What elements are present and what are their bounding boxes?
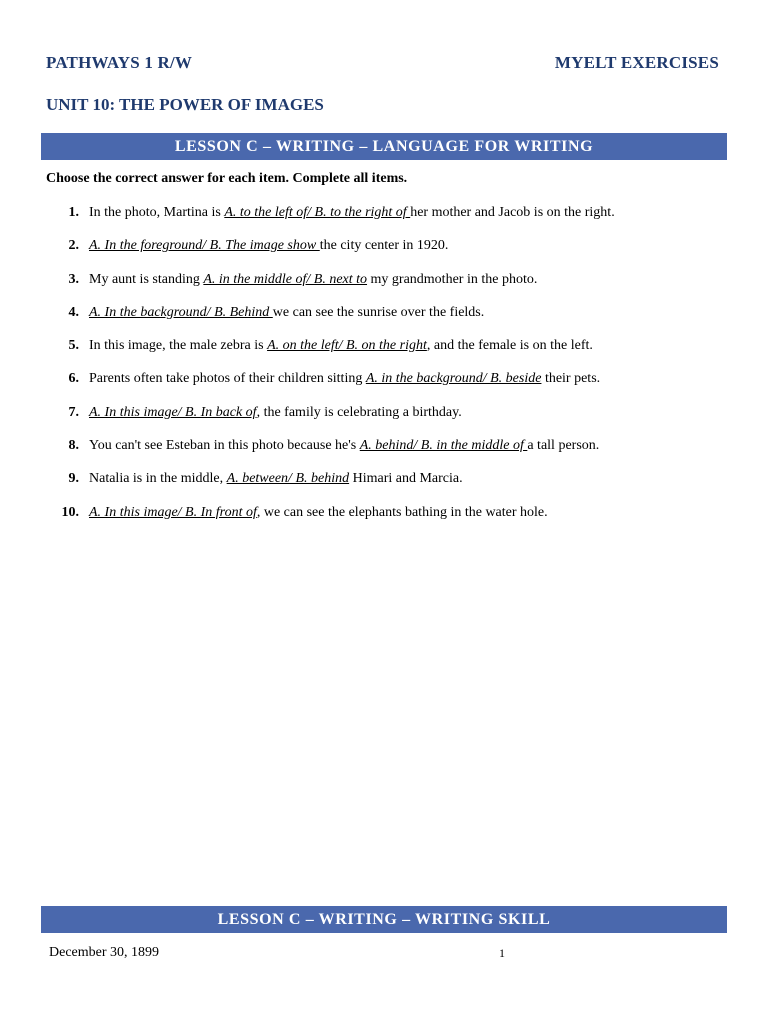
item-text-before: In this image, the male zebra is bbox=[89, 338, 268, 354]
item-text-after: her mother and Jacob is on the right. bbox=[410, 205, 615, 220]
exercise-item bbox=[46, 436, 746, 469]
item-text-before: Parents often take photos of their children sitting bbox=[89, 371, 366, 387]
exercise-list bbox=[46, 203, 746, 536]
answer-choices[interactable]: A. in the background/ B. beside bbox=[365, 371, 542, 387]
item-text bbox=[79, 203, 615, 223]
answer-choices[interactable]: A. on the left/ B. on the right bbox=[267, 338, 427, 354]
item-text-before: In the photo, Martina is bbox=[89, 205, 225, 220]
section-banner-label: LESSON C – WRITING – LANGUAGE FOR WRITING bbox=[174, 137, 594, 155]
item-text bbox=[79, 436, 599, 456]
answer-choices[interactable]: A. In the background/ B. Behind bbox=[89, 304, 273, 320]
item-text-after: their pets. bbox=[541, 371, 601, 387]
answer-choices[interactable]: A. in the middle of/ B. next to bbox=[203, 271, 368, 287]
exercise-item bbox=[46, 403, 746, 436]
header-course-title: PATHWAYS 1 R/W bbox=[46, 53, 193, 72]
answer-choices[interactable]: A. between/ B. behind bbox=[226, 471, 350, 487]
section-banner-writing-skill bbox=[41, 906, 727, 933]
item-text bbox=[79, 469, 463, 489]
item-number: 8. bbox=[68, 438, 79, 454]
answer-choices[interactable]: A. behind/ B. in the middle of bbox=[359, 438, 528, 454]
footer-date: December 30, 1899 bbox=[49, 945, 160, 960]
item-number: 4. bbox=[68, 304, 79, 320]
exercise-item bbox=[46, 203, 746, 236]
item-number: 5. bbox=[68, 338, 79, 354]
item-text-after: the city center in 1920. bbox=[319, 238, 449, 254]
header-exercises-label: MYELT EXERCISES bbox=[554, 53, 719, 72]
item-number: 3. bbox=[68, 271, 79, 287]
exercise-item bbox=[46, 336, 746, 369]
unit-title: UNIT 10: THE POWER OF IMAGES bbox=[46, 95, 324, 114]
item-text-after: , the family is celebrating a birthday. bbox=[256, 404, 462, 420]
exercise-item bbox=[46, 469, 746, 502]
item-text-before: Natalia is in the middle, bbox=[89, 471, 227, 487]
exercise-item bbox=[46, 369, 746, 402]
exercise-item bbox=[46, 270, 746, 303]
page-number: 1 bbox=[499, 946, 505, 960]
item-text bbox=[79, 503, 548, 523]
item-text bbox=[79, 303, 484, 323]
item-text-after: , and the female is on the left. bbox=[426, 338, 593, 354]
item-text bbox=[79, 336, 593, 356]
item-text-after: Himari and Marcia. bbox=[349, 471, 463, 487]
item-text-before: You can't see Esteban in this photo because he's bbox=[89, 438, 360, 454]
item-text bbox=[79, 236, 448, 256]
item-number: 1. bbox=[68, 205, 79, 220]
answer-choices[interactable]: A. In this image/ B. In back of bbox=[89, 404, 257, 420]
answer-choices[interactable]: A. In the foreground/ B. The image show bbox=[89, 238, 320, 254]
exercise-item bbox=[46, 236, 746, 269]
item-number: 6. bbox=[68, 371, 79, 387]
item-number: 7. bbox=[68, 404, 79, 420]
item-text-before: My aunt is standing bbox=[89, 271, 204, 287]
exercise-item bbox=[46, 503, 746, 536]
exercise-item bbox=[46, 303, 746, 336]
item-text bbox=[79, 369, 600, 389]
section-banner-language bbox=[41, 133, 727, 160]
item-text-after: a tall person. bbox=[527, 438, 600, 454]
item-text bbox=[79, 403, 462, 423]
answer-choices[interactable]: A. to the left of/ B. to the right of bbox=[224, 205, 411, 220]
instructions: Choose the correct answer for each item. Complete all items. bbox=[46, 171, 408, 186]
item-number: 9. bbox=[68, 471, 79, 487]
item-text-after: my grandmother in the photo. bbox=[367, 271, 538, 287]
item-text bbox=[79, 270, 537, 290]
answer-choices[interactable]: A. In this image/ B. In front of bbox=[89, 504, 257, 520]
item-text-after: , we can see the elephants bathing in the water hole. bbox=[256, 504, 548, 520]
section-banner-label: LESSON C – WRITING – WRITING SKILL bbox=[217, 910, 551, 928]
item-number: 10. bbox=[61, 504, 79, 520]
item-text-after: we can see the sunrise over the fields. bbox=[272, 304, 485, 320]
item-number: 2. bbox=[68, 238, 79, 254]
